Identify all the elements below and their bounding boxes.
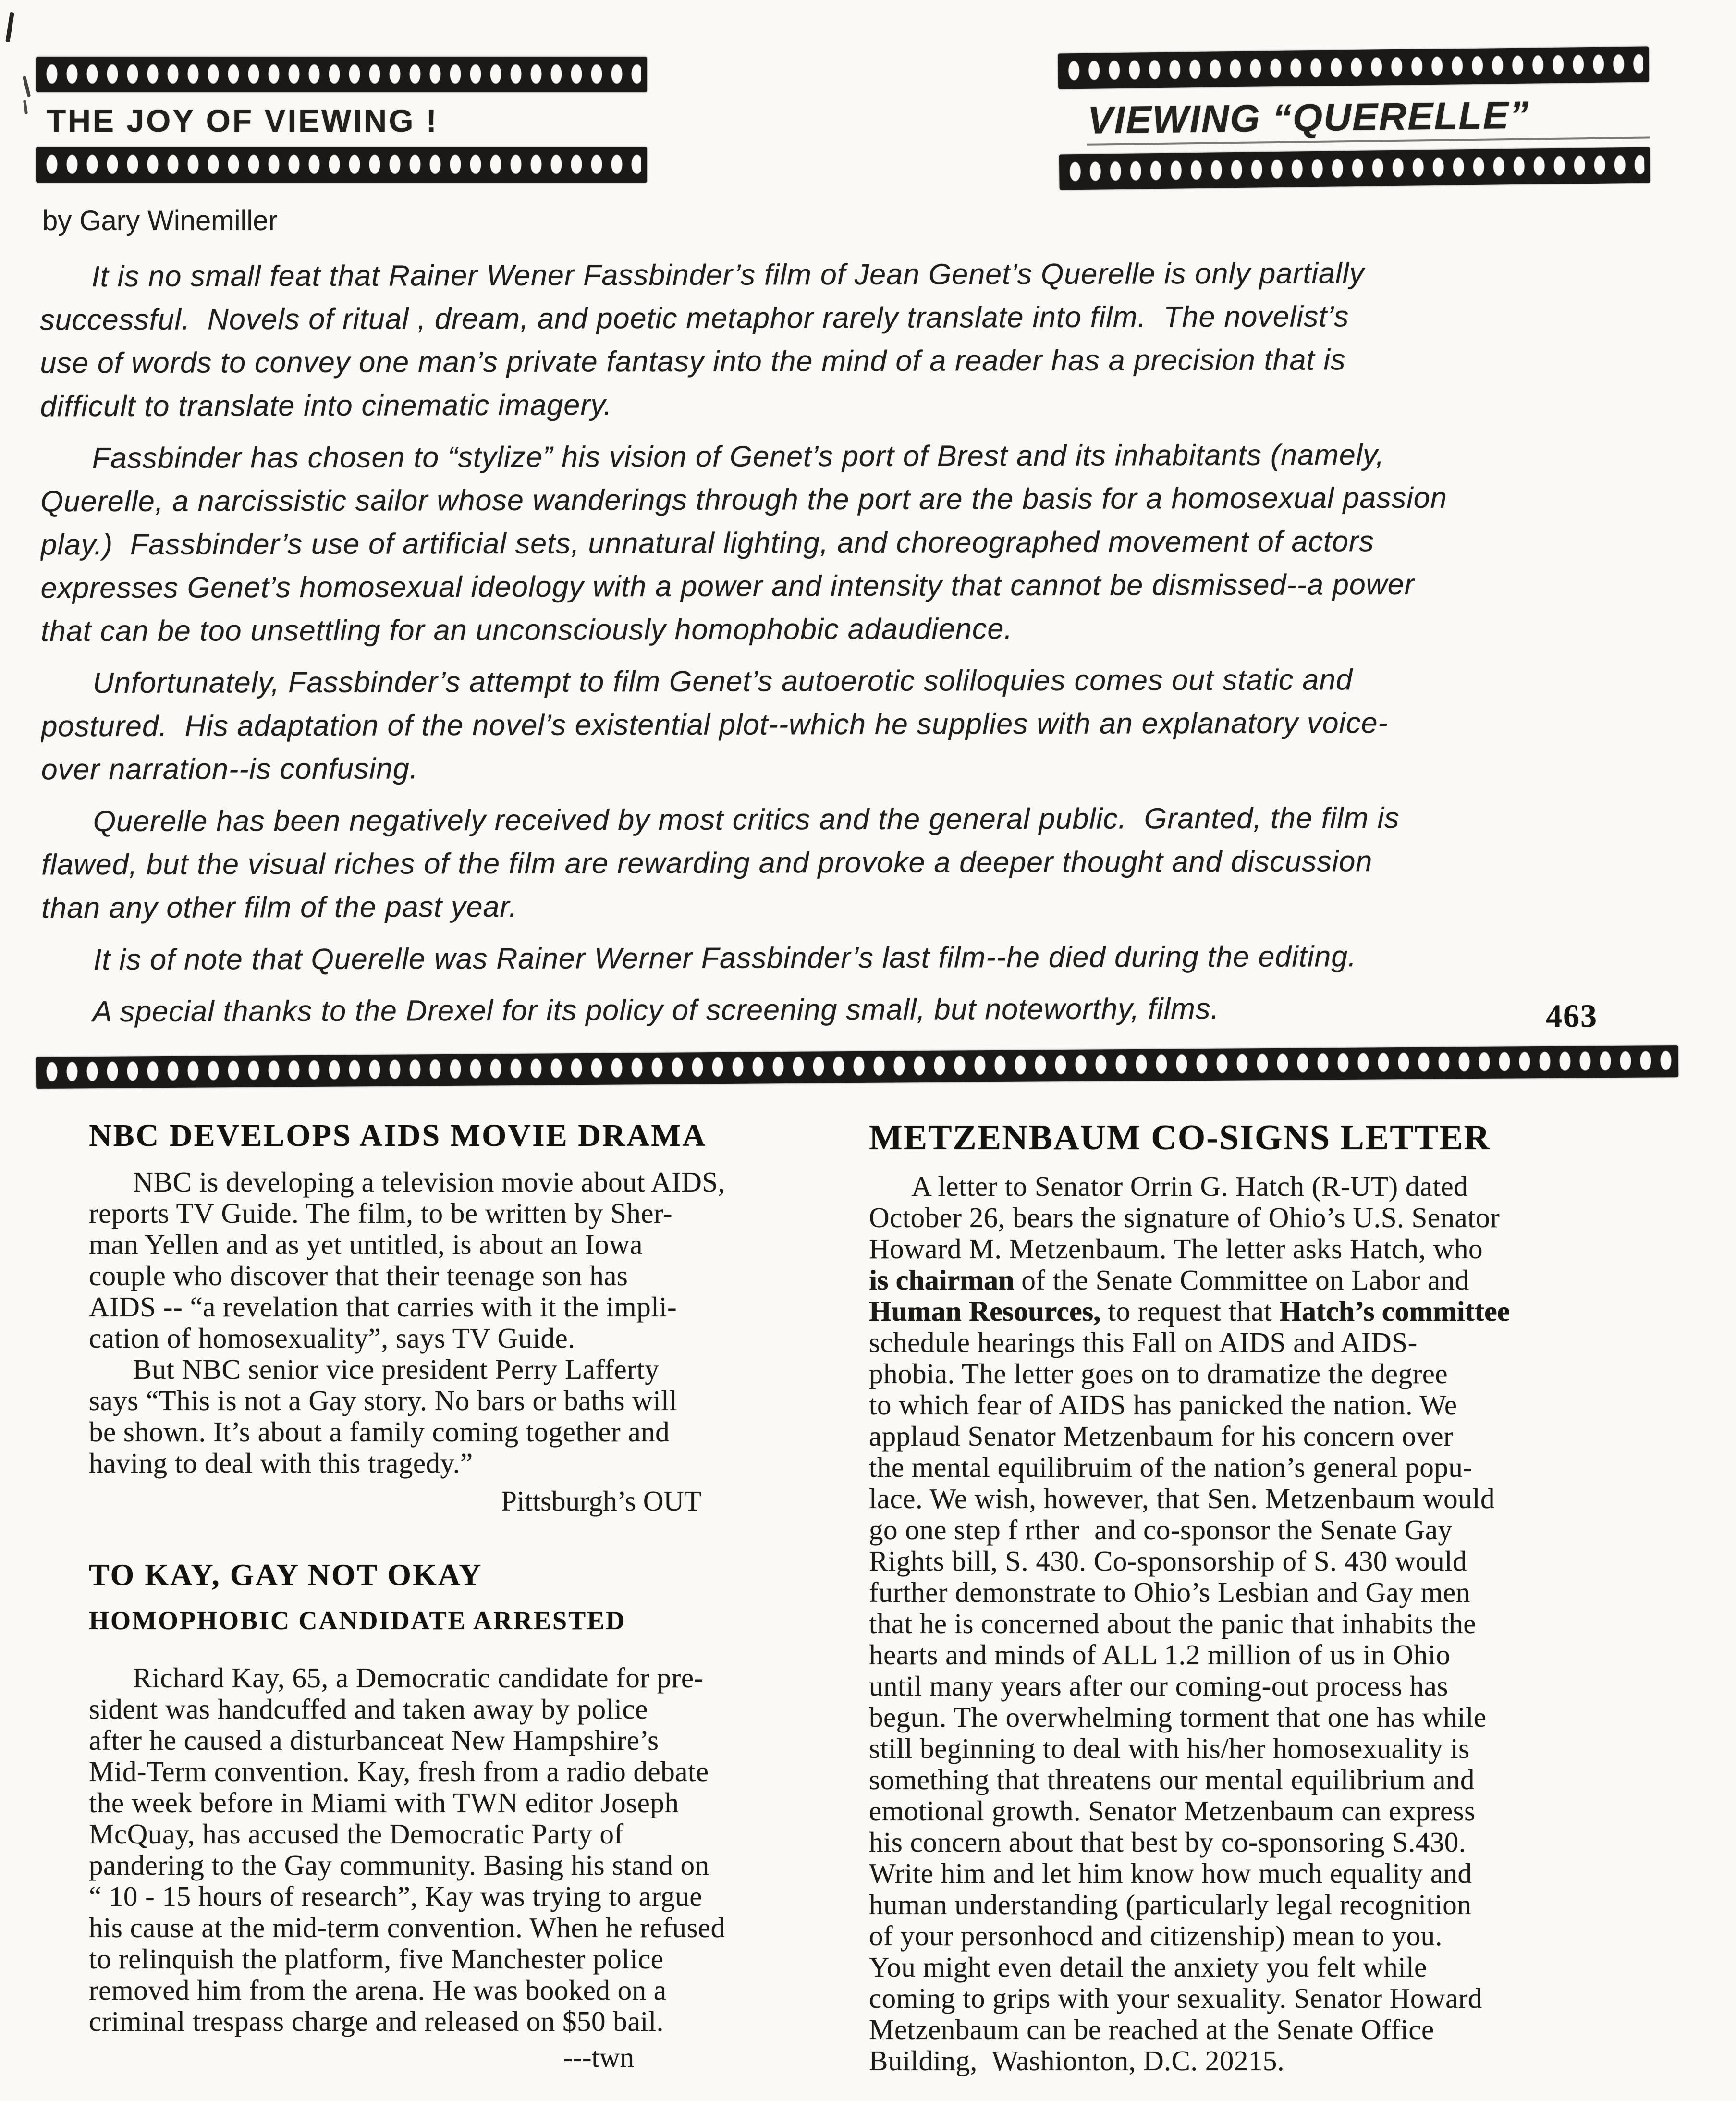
article-line: hearts and minds of ALL 1.2 million of us in Ohio [869, 1639, 1451, 1671]
article-line: Howard M. Metzenbaum. The letter asks Hatch, who [869, 1233, 1483, 1265]
article-line: phobia. The letter goes on to dramatize the degree [869, 1358, 1448, 1389]
page-number: 463 [1545, 997, 1598, 1034]
filmstrip-divider-icon [36, 1045, 1678, 1089]
article-line: NBC is developing a television movie about AIDS, [89, 1166, 725, 1198]
article-line: sident was handcuffed and taken away by police [89, 1693, 648, 1725]
article-line: is chairman of the Senate Committee on Labor and [869, 1264, 1469, 1296]
review-paragraph [41, 795, 1655, 929]
review-line: difficult to translate into cinematic imagery. [40, 388, 612, 423]
news-columns [0, 1083, 1736, 2076]
article-line: be shown. It’s about a family coming together and [89, 1416, 670, 1448]
filmstrip-icon [36, 147, 647, 183]
review-line: postured. His adaptation of the novel’s existential plot--which he supplies with an explanatory voice- [41, 706, 1388, 743]
kay-article-credit: ---twn [563, 2041, 634, 2073]
review-line: Fassbinder has chosen to “stylize” his vision of Genet’s port of Brest and its inhabitants (namely, [40, 438, 1385, 475]
article-line: criminal trespass charge and released on $50 bail. [89, 2005, 664, 2037]
article-line: that he is concerned about the panic that inhabits the [869, 1608, 1476, 1639]
review-paragraph [40, 250, 1654, 428]
article-line: the mental equilibruim of the nation’s general popu- [869, 1451, 1473, 1483]
review-line: than any other film of the past year. [41, 890, 518, 924]
article-line: lace. We wish, however, that Sen. Metzenbaum would [869, 1483, 1495, 1514]
review-line: Querelle, a narcissistic sailor whose wanderings through the port are the basis for a homosexual passion [40, 481, 1447, 518]
review-line: It is of note that Querelle was Rainer Werner Fassbinder’s last film--he died during the editing. [41, 940, 1357, 976]
review-paragraph [41, 657, 1655, 791]
article-line: But NBC senior vice president Perry Lafferty [89, 1353, 660, 1385]
article-line: McQuay, has accused the Democratic Party of [89, 1818, 624, 1850]
masthead-right [1058, 46, 1650, 190]
kay-article-subheadline: HOMOPHOBIC CANDIDATE ARRESTED [89, 1606, 626, 1635]
review-line: over narration--is confusing. [41, 752, 418, 786]
article-line: removed him from the arena. He was booked on a [89, 1974, 667, 2006]
review-line: successful. Novels of ritual , dream, and poetic metaphor rarely translate into film. The novelist’s [40, 300, 1349, 336]
section-title-viewing-querelle: VIEWING “QUERELLE” [1087, 93, 1530, 142]
review-line: flawed, but the visual riches of the film are rewarding and provoke a deeper thought and discussion [41, 844, 1373, 881]
article-line: to which fear of AIDS has panicked the nation. We [869, 1389, 1457, 1421]
kay-article-headline: TO KAY, GAY NOT OKAY [89, 1557, 483, 1592]
article-line: says “This is not a Gay story. No bars or baths will [89, 1385, 677, 1416]
article-line: pandering to the Gay community. Basing his stand on [89, 1849, 709, 1881]
article-line: cation of homosexuality”, says TV Guide. [89, 1322, 575, 1354]
review-line: that can be too unsettling for an unconsciously homophobic adaudience. [40, 612, 1013, 648]
article-line: his concern about that best by co-sponsoring S.430. [869, 1826, 1467, 1858]
metzenbaum-article-body [869, 1171, 1669, 2076]
article-line: Human Resources, to request that Hatch’s committee [869, 1295, 1510, 1327]
article-line: AIDS -- “a revelation that carries with it the impli- [89, 1291, 677, 1323]
section-title-joy-of-viewing: THE JOY OF VIEWING ! [47, 103, 439, 138]
article-line: applaud Senator Metzenbaum for his concern over [869, 1420, 1454, 1452]
review-line: expresses Genet’s homosexual ideology with a power and intensity that cannot be dismissed--a power [40, 567, 1415, 604]
review-byline: by Gary Winemiller [42, 205, 278, 236]
article-line: coming to grips with your sexuality. Senator Howard [869, 1982, 1482, 2014]
article-line: reports TV Guide. The film, to be written by Sher- [89, 1197, 673, 1229]
article-line: Rights bill, S. 430. Co-sponsorship of S. 430 would [869, 1545, 1467, 1577]
review-line: A special thanks to the Drexel for its policy of screening small, but noteworthy, films. [41, 992, 1220, 1028]
article-line: after he caused a disturbanceat New Hampshire’s [89, 1724, 659, 1756]
article-line: Metzenbaum can be reached at the Senate Office [869, 2014, 1434, 2045]
article-line: to relinquish the platform, five Manchester police [89, 1943, 664, 1975]
filmstrip-icon [1058, 46, 1649, 89]
review-paragraph [42, 985, 1655, 1033]
masthead-left [36, 57, 647, 186]
article-line: couple who discover that their teenage son has [89, 1260, 628, 1291]
left-column [89, 1118, 841, 2076]
review-line: use of words to convey one man’s private fantasy into the mind of a reader has a precision that is [40, 343, 1346, 380]
review-line: Querelle has been negatively received by most critics and the general public. Granted, the film is [41, 801, 1400, 838]
article-line: “ 10 - 15 hours of research”, Kay was trying to argue [89, 1880, 703, 1912]
article-line: having to deal with this tragedy.” [89, 1447, 473, 1479]
article-line: man Yellen and as yet untitled, is about an Iowa [89, 1229, 643, 1260]
nbc-article-credit: Pittsburgh’s OUT [501, 1485, 701, 1517]
metzenbaum-article-headline: METZENBAUM CO-SIGNS LETTER [869, 1118, 1491, 1157]
kay-article-body [89, 1662, 841, 2037]
masthead [0, 0, 1736, 186]
querelle-review-text [40, 250, 1655, 1033]
article-line: Mid-Term convention. Kay, fresh from a radio debate [89, 1756, 709, 1787]
right-column [869, 1118, 1669, 2076]
article-line: of your personhocd and citizenship) mean to you. [869, 1920, 1443, 1952]
filmstrip-icon [1059, 147, 1650, 190]
article-line: until many years after our coming-out process has [869, 1670, 1448, 1702]
article-line: his cause at the mid-term convention. When he refused [89, 1912, 725, 1943]
article-line: schedule hearings this Fall on AIDS and AIDS- [869, 1327, 1418, 1358]
article-line: Richard Kay, 65, a Democratic candidate for pre- [89, 1662, 704, 1694]
article-line: still beginning to deal with his/her homosexuality is [869, 1732, 1470, 1764]
article-line: further demonstrate to Ohio’s Lesbian and Gay men [869, 1576, 1470, 1608]
article-line: You might even detail the anxiety you felt while [869, 1951, 1427, 1983]
article-line: Write him and let him know how much equality and [869, 1857, 1472, 1889]
article-line: human understanding (particularly legal recognition [869, 1889, 1472, 1920]
article-line: go one step f rther and co-sponsor the Senate Gay [869, 1514, 1453, 1546]
review-line: Unfortunately, Fassbinder’s attempt to film Genet’s autoerotic soliloquies comes out static and [41, 663, 1353, 700]
article-line: October 26, bears the signature of Ohio’s U.S. Senator [869, 1202, 1500, 1233]
article-line: emotional growth. Senator Metzenbaum can express [869, 1795, 1476, 1827]
article-line: A letter to Senator Orrin G. Hatch (R-UT) dated [869, 1170, 1468, 1202]
review-paragraph [40, 432, 1654, 652]
nbc-article-headline: NBC DEVELOPS AIDS MOVIE DRAMA [89, 1118, 707, 1153]
article-line: Building, Washionton, D.C. 20215. [869, 2045, 1285, 2076]
article-line: something that threatens our mental equilibrium and [869, 1764, 1475, 1795]
nbc-article-body [89, 1167, 841, 1479]
review-paragraph [42, 934, 1655, 981]
filmstrip-icon [36, 57, 647, 92]
article-line: begun. The overwhelming torment that one has while [869, 1701, 1487, 1733]
review-line: It is no small feat that Rainer Wener Fassbinder’s film of Jean Genet’s Querelle is only partially [39, 256, 1365, 293]
review-line: play.) Fassbinder’s use of artificial sets, unnatural lighting, and choreographed movement of actors [40, 524, 1374, 561]
article-line: the week before in Miami with TWN editor Joseph [89, 1787, 679, 1818]
